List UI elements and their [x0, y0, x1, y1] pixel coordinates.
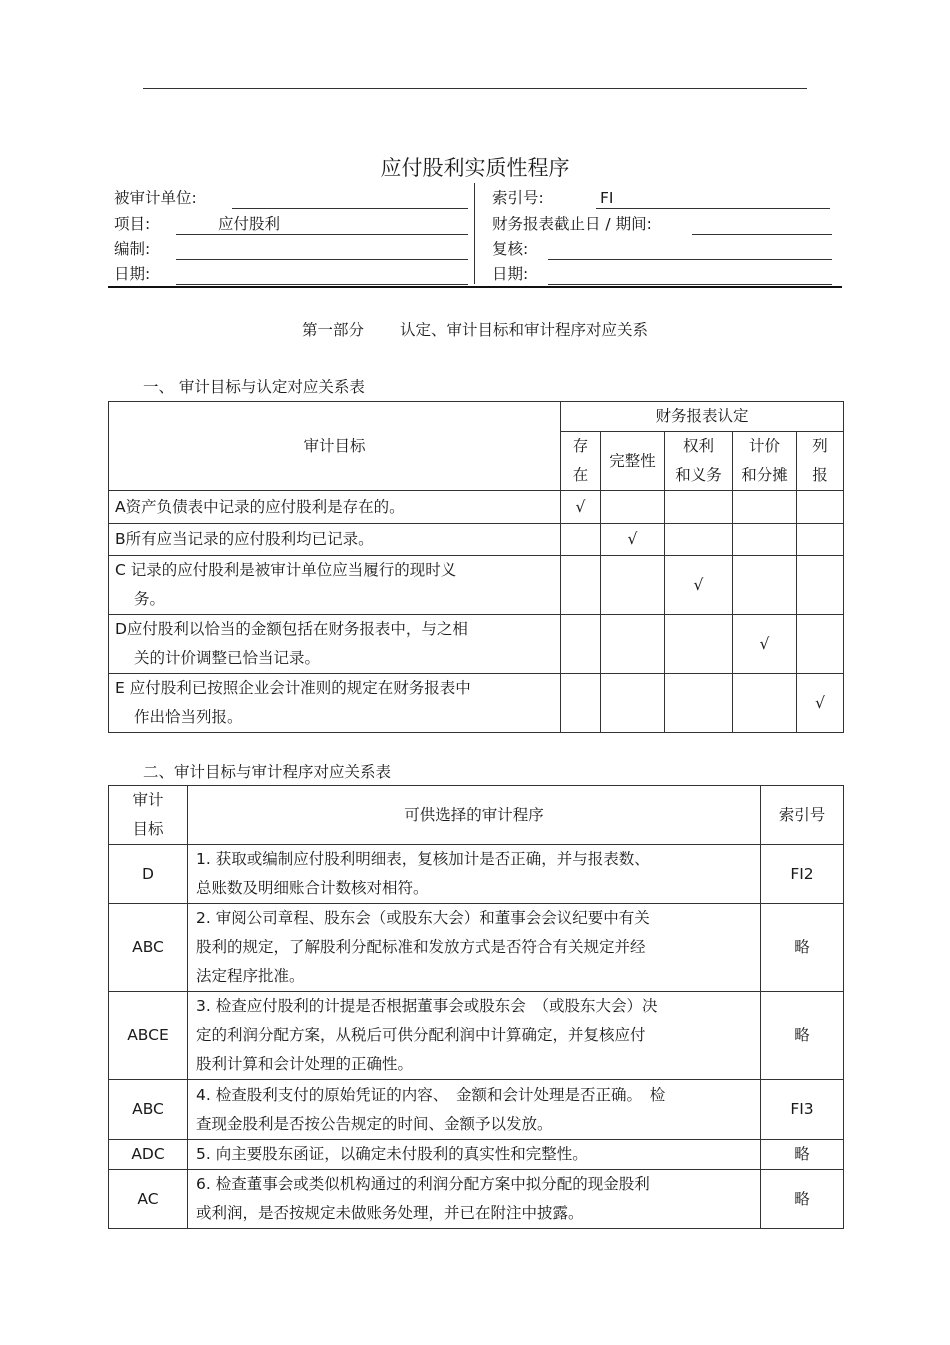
audited-unit-field[interactable]	[232, 186, 468, 209]
part-title: 认定、审计目标和审计程序对应关系	[400, 321, 649, 339]
prepared-by-row	[114, 237, 466, 261]
check-cell	[601, 491, 665, 524]
index-cell: 略	[761, 1170, 844, 1229]
check-cell	[733, 491, 797, 524]
prepared-by-field[interactable]	[176, 237, 468, 260]
page-title: 应付股利实质性程序	[380, 156, 570, 180]
check-cell	[601, 674, 665, 733]
table-row	[109, 1170, 844, 1229]
objective-code: ABC	[109, 1080, 188, 1140]
check-cell	[561, 556, 601, 615]
procedure-cell: 3. 检查应付股利的计提是否根据董事会或股东会 （或股东大会）决 定的利润分配方案，从税后可供分配利润中计算确定，并复核应付 股利计算和会计处理的正确性。	[188, 992, 761, 1080]
objective-procedure-table	[108, 785, 844, 1229]
objective-cell: E 应付股利已按照企业会计准则的规定在财务报表中 作出恰当列报。	[109, 674, 561, 733]
table-row	[109, 556, 844, 615]
index-cell: 略	[761, 904, 844, 992]
assertion-header: 列 报	[797, 432, 844, 491]
check-cell	[561, 524, 601, 556]
table-row	[109, 491, 844, 524]
objective-code: ABC	[109, 904, 188, 992]
date-left-label: 日期:	[114, 265, 151, 283]
index-cell: FI3	[761, 1080, 844, 1140]
check-cell	[665, 524, 733, 556]
item-label: 项目:	[114, 215, 151, 233]
check-cell	[797, 491, 844, 524]
assertion-group-header: 财务报表认定	[561, 402, 844, 432]
table-row	[109, 845, 844, 904]
item-row	[114, 212, 466, 236]
table-row	[109, 615, 844, 674]
objective-cell: D应付股利以恰当的金额包括在财务报表中，与之相 关的计价调整已恰当记录。	[109, 615, 561, 674]
assertion-header: 计价 和分摊	[733, 432, 797, 491]
objective-header: 审计 目标	[109, 786, 188, 845]
date-right-label: 日期:	[492, 265, 529, 283]
objective-header: 审计目标	[109, 402, 561, 491]
check-cell: √	[733, 615, 797, 674]
check-cell	[601, 556, 665, 615]
check-cell	[797, 556, 844, 615]
period-row	[492, 212, 837, 236]
check-cell	[665, 615, 733, 674]
prepared-by-label: 编制:	[114, 240, 151, 258]
index-cell: 略	[761, 1140, 844, 1170]
part-heading	[0, 318, 950, 340]
check-cell	[797, 615, 844, 674]
table-row	[109, 992, 844, 1080]
check-cell	[797, 524, 844, 556]
check-cell	[601, 615, 665, 674]
date-right-row	[492, 262, 837, 286]
check-cell	[561, 615, 601, 674]
index-label: 索引号:	[492, 189, 544, 207]
procedure-cell: 6. 检查董事会或类似机构通过的利润分配方案中拟分配的现金股利 或利润，是否按规定未做账务处理，并已在附注中披露。	[188, 1170, 761, 1229]
index-field[interactable]	[596, 186, 830, 209]
section1-heading: 一、 审计目标与认定对应关系表	[143, 378, 365, 396]
header-divider	[474, 183, 475, 284]
objective-code: ADC	[109, 1140, 188, 1170]
check-cell	[665, 491, 733, 524]
procedure-header: 可供选择的审计程序	[188, 786, 761, 845]
reviewed-by-field[interactable]	[548, 237, 832, 260]
check-cell	[733, 556, 797, 615]
index-value: FI	[600, 189, 614, 207]
table-row	[109, 674, 844, 733]
reviewed-by-label: 复核:	[492, 240, 529, 258]
audited-unit-row	[114, 186, 466, 210]
objective-code: ABCE	[109, 992, 188, 1080]
check-cell: √	[665, 556, 733, 615]
table-row	[109, 1080, 844, 1140]
table-row	[109, 1140, 844, 1170]
date-right-field[interactable]	[548, 262, 832, 285]
procedure-cell: 1. 获取或编制应付股利明细表，复核加计是否正确，并与报表数、 总账数及明细账合计数核对相符。	[188, 845, 761, 904]
audited-unit-label: 被审计单位:	[114, 189, 197, 207]
period-label: 财务报表截止日 / 期间:	[492, 215, 652, 233]
objective-cell: B所有应当记录的应付股利均已记录。	[109, 524, 561, 556]
procedure-cell: 5. 向主要股东函证，以确定未付股利的真实性和完整性。	[188, 1140, 761, 1170]
objective-assertion-table	[108, 401, 844, 733]
check-cell	[665, 674, 733, 733]
assertion-header: 存 在	[561, 432, 601, 491]
part-label: 第一部分	[301, 321, 364, 339]
date-left-field[interactable]	[176, 262, 468, 285]
check-cell	[561, 674, 601, 733]
check-cell: √	[601, 524, 665, 556]
section2-heading: 二、审计目标与审计程序对应关系表	[143, 763, 392, 781]
objective-cell: A资产负债表中记录的应付股利是存在的。	[109, 491, 561, 524]
check-cell	[733, 674, 797, 733]
objective-cell: C 记录的应付股利是被审计单位应当履行的现时义 务。	[109, 556, 561, 615]
assertion-header: 权利 和义务	[665, 432, 733, 491]
check-cell	[733, 524, 797, 556]
reviewed-by-row	[492, 237, 837, 261]
header-block	[108, 183, 842, 288]
objective-code: AC	[109, 1170, 188, 1229]
procedure-cell: 2. 审阅公司章程、股东会（或股东大会）和董事会会议纪要中有关 股利的规定，了解股利分配标准和发放方式是否符合有关规定并经 法定程序批准。	[188, 904, 761, 992]
procedure-cell: 4. 检查股利支付的原始凭证的内容、 金额和会计处理是否正确。 检 查现金股利是否按公告规定的时间、金额予以发放。	[188, 1080, 761, 1140]
index-cell: FI2	[761, 845, 844, 904]
index-row	[492, 186, 837, 210]
objective-code: D	[109, 845, 188, 904]
index-cell: 略	[761, 992, 844, 1080]
table-row	[109, 904, 844, 992]
item-value: 应付股利	[218, 215, 281, 233]
check-cell: √	[561, 491, 601, 524]
table-row	[109, 524, 844, 556]
index-header: 索引号	[761, 786, 844, 845]
period-field[interactable]	[692, 212, 832, 235]
assertion-header: 完整性	[601, 432, 665, 491]
date-left-row	[114, 262, 466, 286]
top-rule	[143, 88, 807, 89]
check-cell: √	[797, 674, 844, 733]
